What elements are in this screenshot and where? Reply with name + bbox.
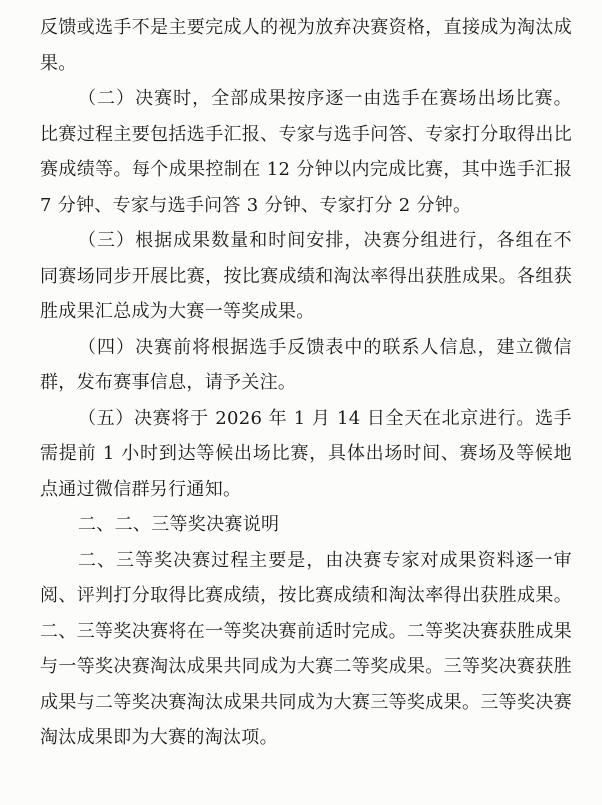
paragraph-item-3: （三）根据成果数量和时间安排，决赛分组进行，各组在不同赛场同步开展比赛，按比赛成绩和淘汰率得出获胜成果。各组获胜成果汇总成为大赛一等奖成果。: [40, 230, 572, 322]
paragraph-continuation: 反馈或选手不是主要完成人的视为放弃决赛资格，直接成为淘汰成果。: [40, 17, 572, 74]
section-heading: 二、二、三等奖决赛说明: [78, 514, 280, 535]
paragraph-item-5: （五）决赛将于 2026 年 1 月 14 日全天在北京进行。选手需提前 1 小时到达等候出场比赛，具体出场时间、赛场及等候地点通过微信群另行通知。: [40, 407, 572, 500]
paragraph-item-2: （二）决赛时，全部成果按序逐一由选手在赛场出场比赛。比赛过程主要包括选手汇报、专家与选手问答、专家打分取得出比赛成绩等。每个成果控制在 12 分钟以内完成比赛，其中选手汇报 7 分钟、专家与选手问答 3 分钟、专家打分 2 分钟。: [40, 88, 572, 216]
section-paragraph: 二、三等奖决赛过程主要是，由决赛专家对成果资料逐一审阅、评判打分取得比赛成绩，按比赛成绩和淘汰率得出获胜成果。二、三等奖决赛将在一等奖决赛前适时完成。二等奖决赛获胜成果与一等奖决赛淘汰成果共同成为大赛二等奖成果。三等奖决赛获胜成果与二等奖决赛淘汰成果共同成为大赛三等奖成果。三等奖决赛淘汰成果即为大赛的淘汰项。: [40, 549, 572, 748]
paragraph-item-4: （四）决赛前将根据选手反馈表中的联系人信息，建立微信群，发布赛事信息，请予关注。: [40, 336, 572, 393]
